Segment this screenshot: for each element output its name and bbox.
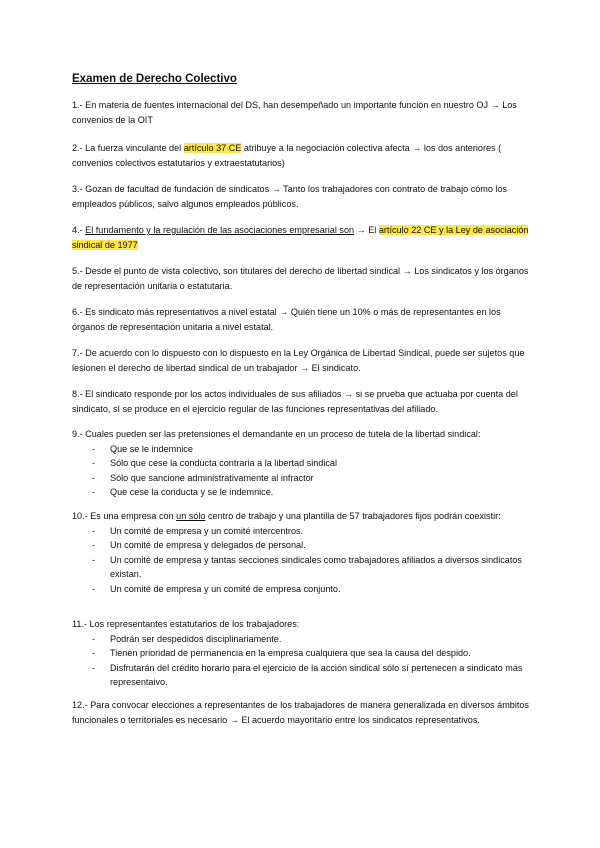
question-text: atribuye a la negociación colectiva afecta → los dos anteriores ( convenios colectivos estatutarios y extraestatutarios) <box>72 143 502 168</box>
question-6: 6.- Es sindicato más representativos a nivel estatal → Quién tiene un 10% o más de representantes en los órganos de representación unitaria a nivel estatal. <box>72 307 501 332</box>
question-2 <box>72 141 534 170</box>
underlined-text: El fundamento y la regulación de las asociaciones empresarial son <box>85 225 355 235</box>
answer-options <box>72 524 534 597</box>
question-number: 4.- <box>72 225 86 235</box>
question-4 <box>72 223 534 252</box>
question-5: 5.- Desde el punto de vista colectivo, son titulares del derecho de libertad sindical → Los sindicatos y los órganos de representación unitaria o estatutaria. <box>72 266 529 291</box>
answer-option: - Un comité de empresa y un comité de empresa conjunto. <box>72 582 534 597</box>
question-12: 12.- Para convocar elecciones a representantes de los trabajadores de manera generalizada en diversos ámbitos funcionales o territoriales es necesario → El acuerdo mayoritario entre los sindicatos representativos. <box>72 700 529 725</box>
question-8: 8.- El sindicato responde por los actos individuales de sus afiliados → si se prueba que actuaba por cuenta del sindicato, sí se produce en el ejercicio regular de las funciones representativas del afiliado. <box>72 389 518 414</box>
answer-option: - Sólo que cese la conducta contraria a la libertad sindical <box>72 456 534 471</box>
question-9 <box>72 427 534 500</box>
answer-option: - Que se le indemnice <box>72 442 534 457</box>
question-3: 3.- Gozan de facultad de fundación de sindicatos → Tanto los trabajadores con contrato de trabajo cómo los empleados públicos, salvo algunos empleados públicos. <box>72 184 508 209</box>
answer-option: - Podrán ser despedidos disciplinariamente. <box>72 632 534 647</box>
question-1: 1.- En materia de fuentes internacional del DS, han desempeñado un importante función en nuestro OJ → Los convenios de la OIT <box>72 100 517 125</box>
highlighted-text: artículo 37 CE <box>183 143 242 153</box>
answer-option: - Un comité de empresa y delegados de personal. <box>72 538 534 553</box>
question-10 <box>72 509 534 596</box>
question-11 <box>72 617 534 690</box>
highlighted-text: artículo 22 CE y la Ley de asociación sindical de 1977 <box>72 225 529 250</box>
question-text: 9.- Cuales pueden ser las pretensiones el demandante en un proceso de tutela de la libertad sindical: <box>72 429 481 439</box>
underlined-text: un sólo <box>176 511 206 521</box>
question-text: 11.- Los representantes estatutarios de los trabajadores: <box>72 619 300 629</box>
question-text-part: 10.- Es una empresa con <box>72 511 177 521</box>
question-7: 7.- De acuerdo con lo dispuesto con lo dispuesto en la Ley Orgánica de Libertad Sindical, puede ser sujetos que lesionen el derecho de libertad sindical de un trabajador → El sindicato. <box>72 348 525 373</box>
question-text <box>72 509 534 524</box>
answer-options <box>72 442 534 500</box>
answer-options <box>72 632 534 690</box>
question-text: 2.- La fuerza vinculante del <box>72 143 184 153</box>
question-text: → El <box>354 225 379 235</box>
answer-option: - Un comité de empresa y tantas secciones sindicales como trabajadores afiliados a diversos sindicatos existan. <box>72 553 534 582</box>
answer-option: - Disfrutarán del crédito horario para el ejercicio de la acción sindical sólo sí pertenecen a sindicato más representaivo. <box>72 661 534 690</box>
question-text-part: centro de trabajo y una plantilla de 57 trabajadores fijos podrán coexistir: <box>205 511 501 521</box>
answer-option: - Sólo que sancione administrativamente al infractor <box>72 471 534 486</box>
document-title: Examen de Derecho Colectivo <box>72 73 237 85</box>
answer-option: - Un comité de empresa y un comité intercentros. <box>72 524 534 539</box>
answer-option: - Que cese la conducta y se le indemnice. <box>72 485 534 500</box>
answer-option: - Tienen prioridad de permanencia en la empresa cualquiera que sea la causa del despido. <box>72 646 534 661</box>
